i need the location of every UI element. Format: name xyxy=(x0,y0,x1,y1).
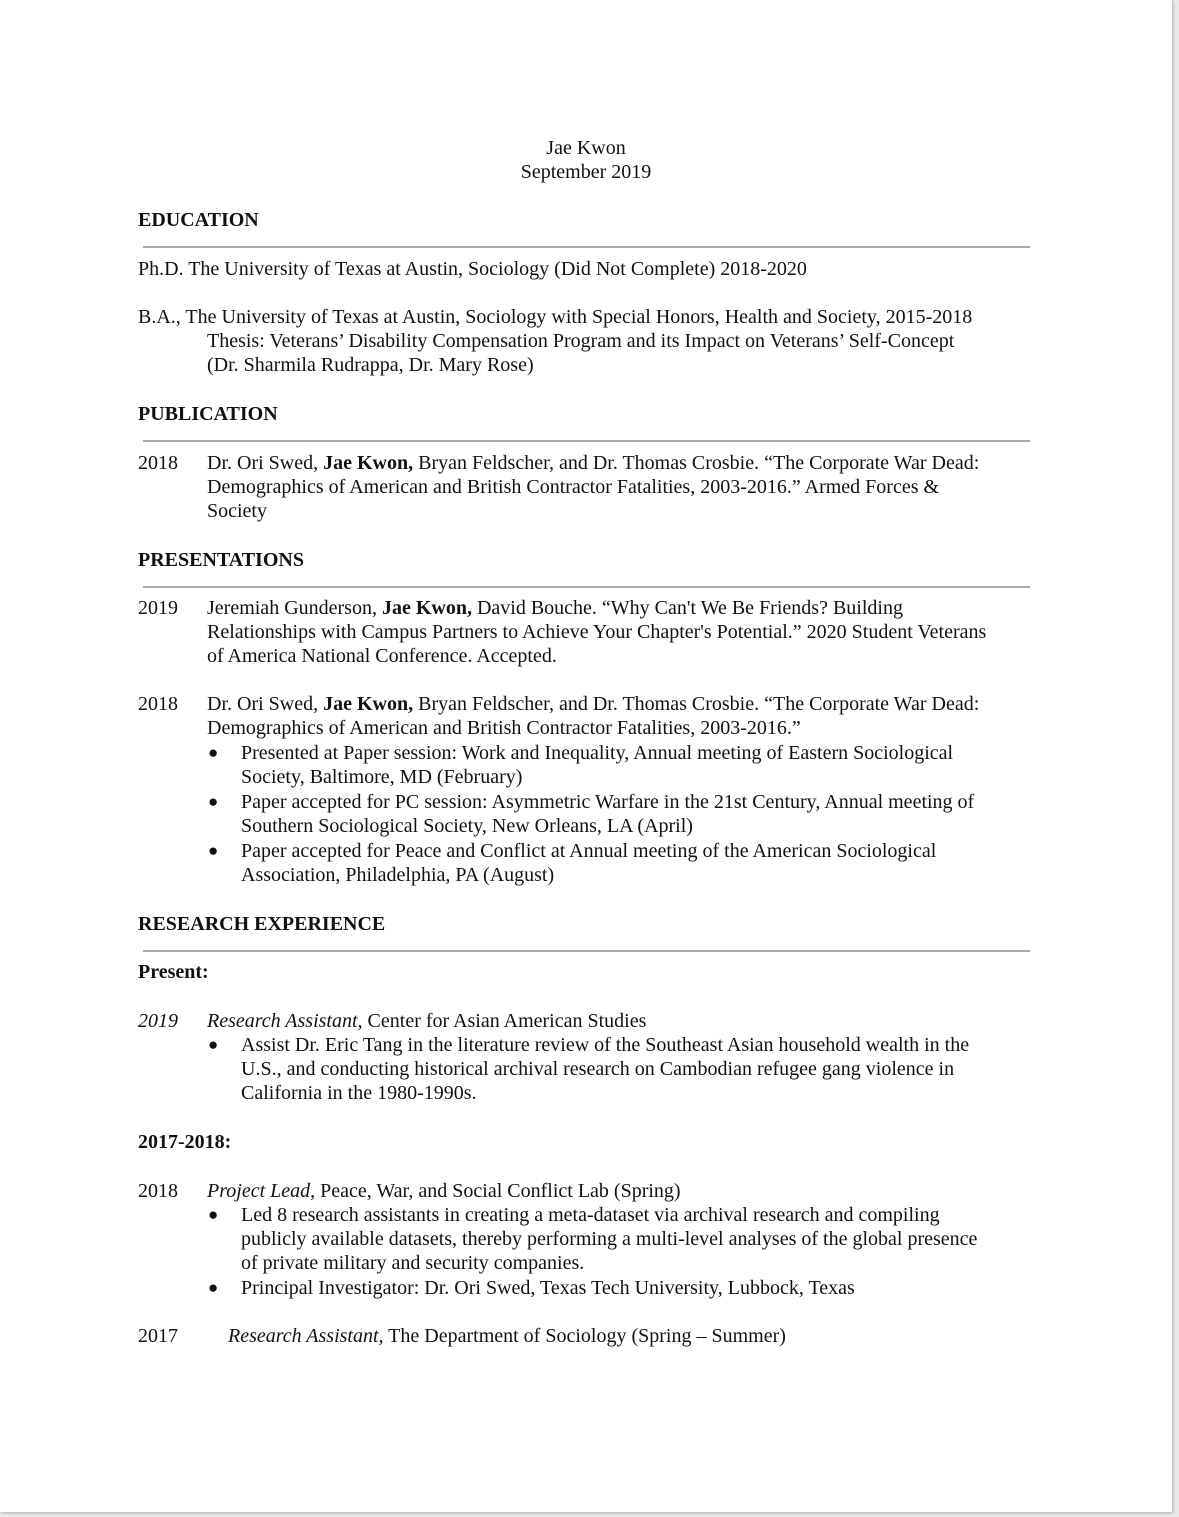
author-name: Jae Kwon xyxy=(546,137,626,159)
presentations-heading: PRESENTATIONS xyxy=(138,549,304,571)
bullet-icon: ● xyxy=(208,841,219,860)
education-ba: B.A., The University of Texas at Austin, Sociology with Special Honors, Health and Society, 2015-2018 xyxy=(138,306,973,328)
presentation-2-title-start: Bryan Feldscher, and Dr. Thomas Crosbie. “The Corporate War Dead: xyxy=(413,693,980,715)
research-present-label: Present: xyxy=(138,961,209,983)
presentation-2-authors-pre: Dr. Ori Swed, xyxy=(207,693,324,715)
presentation-1-title-start: David Bouche. “Why Can't We Be Friends? Building xyxy=(471,597,903,619)
research-divider xyxy=(143,950,1030,952)
presentation-2-author-highlight: Jae Kwon, xyxy=(323,693,414,715)
presentation-2-line1 xyxy=(207,692,979,716)
publication-citation-line2: Demographics of American and British Contractor Fatalities, 2003-2016.” Armed Forces & xyxy=(207,476,940,498)
research-3-year: 2017 xyxy=(138,1325,178,1347)
bullet-icon: ● xyxy=(208,1035,219,1054)
research-2-title xyxy=(207,1179,681,1203)
research-2-role: Project Lead xyxy=(207,1180,311,1202)
research-heading: RESEARCH EXPERIENCE xyxy=(138,913,386,935)
presentation-2-bullet-1-line1: Presented at Paper session: Work and Inequality, Annual meeting of Eastern Sociological xyxy=(241,742,954,764)
document-date: September 2019 xyxy=(520,161,652,183)
research-2-year: 2018 xyxy=(138,1180,178,1202)
research-2-bullet-1-line1: Led 8 research assistants in creating a meta-dataset via archival research and compiling xyxy=(241,1204,940,1226)
presentation-1-line1 xyxy=(207,596,903,620)
bullet-icon: ● xyxy=(208,1278,219,1297)
research-3-role: Research Assistant xyxy=(228,1325,379,1347)
publication-year: 2018 xyxy=(138,452,178,474)
presentation-1-author-highlight: Jae Kwon, xyxy=(381,597,472,619)
education-heading: EDUCATION xyxy=(138,209,259,231)
bullet-icon: ● xyxy=(208,1205,219,1224)
research-1-bullet-line3: California in the 1980-1990s. xyxy=(241,1082,477,1104)
presentation-2-line2: Demographics of American and British Contractor Fatalities, 2003-2016.” xyxy=(207,717,801,739)
publication-title-start: Bryan Feldscher, and Dr. Thomas Crosbie. “The Corporate War Dead: xyxy=(413,452,980,474)
research-3-title xyxy=(228,1324,786,1348)
bullet-icon: ● xyxy=(208,792,219,811)
research-1-org: , Center for Asian American Studies xyxy=(357,1010,647,1032)
presentation-1-line3: of America National Conference. Accepted. xyxy=(207,645,557,667)
presentation-2-bullet-1-line2: Society, Baltimore, MD (February) xyxy=(241,766,523,788)
presentation-1-authors-pre: Jeremiah Gunderson, xyxy=(207,597,382,619)
research-1-year-text: 2019 xyxy=(138,1010,178,1032)
research-1-title xyxy=(207,1009,646,1033)
research-2-org: , Peace, War, and Social Conflict Lab (Spring) xyxy=(310,1180,681,1202)
publication-author-highlight: Jae Kwon, xyxy=(323,452,414,474)
research-1-bullet-line1: Assist Dr. Eric Tang in the literature review of the Southeast Asian household wealth in the xyxy=(241,1034,970,1056)
education-thesis-line1: Thesis: Veterans’ Disability Compensation Program and its Impact on Veterans’ Self-Concept xyxy=(207,330,955,352)
bullet-icon: ● xyxy=(208,743,219,762)
research-period-label: 2017-2018: xyxy=(138,1131,232,1153)
education-thesis-line2: (Dr. Sharmila Rudrappa, Dr. Mary Rose) xyxy=(207,354,534,376)
presentation-2-bullet-3-line1: Paper accepted for Peace and Conflict at Annual meeting of the American Sociological xyxy=(241,840,937,862)
research-1-role: Research Assistant xyxy=(207,1010,358,1032)
presentation-1-year: 2019 xyxy=(138,597,178,619)
education-divider xyxy=(143,246,1030,248)
publication-divider xyxy=(143,440,1030,442)
presentation-2-bullet-3-line2: Association, Philadelphia, PA (August) xyxy=(241,864,555,886)
presentation-1-line2: Relationships with Campus Partners to Achieve Your Chapter's Potential.” 2020 Student Veterans xyxy=(207,621,987,643)
presentation-2-bullet-2-line1: Paper accepted for PC session: Asymmetric Warfare in the 21st Century, Annual meeting of xyxy=(241,791,975,813)
research-1-bullet-line2: U.S., and conducting historical archival research on Cambodian refugee gang violence in xyxy=(241,1058,955,1080)
research-2-bullet-1-line2: publicly available datasets, thereby performing a multi-level analyses of the global presence xyxy=(241,1228,978,1250)
research-2-bullet-1-line3: of private military and security companies. xyxy=(241,1252,585,1274)
presentation-2-year: 2018 xyxy=(138,693,178,715)
presentation-2-bullet-2-line2: Southern Sociological Society, New Orleans, LA (April) xyxy=(241,815,693,837)
publication-authors-pre: Dr. Ori Swed, xyxy=(207,452,324,474)
research-2-bullet-2: Principal Investigator: Dr. Ori Swed, Texas Tech University, Lubbock, Texas xyxy=(241,1277,855,1299)
research-3-org: , The Department of Sociology (Spring – Summer) xyxy=(378,1325,786,1347)
publication-heading: PUBLICATION xyxy=(138,403,278,425)
publication-citation-line1 xyxy=(207,451,979,475)
research-1-year xyxy=(138,1009,178,1033)
presentations-divider xyxy=(143,586,1030,588)
publication-citation-line3: Society xyxy=(207,500,267,522)
education-phd: Ph.D. The University of Texas at Austin, Sociology (Did Not Complete) 2018-2020 xyxy=(138,258,807,280)
